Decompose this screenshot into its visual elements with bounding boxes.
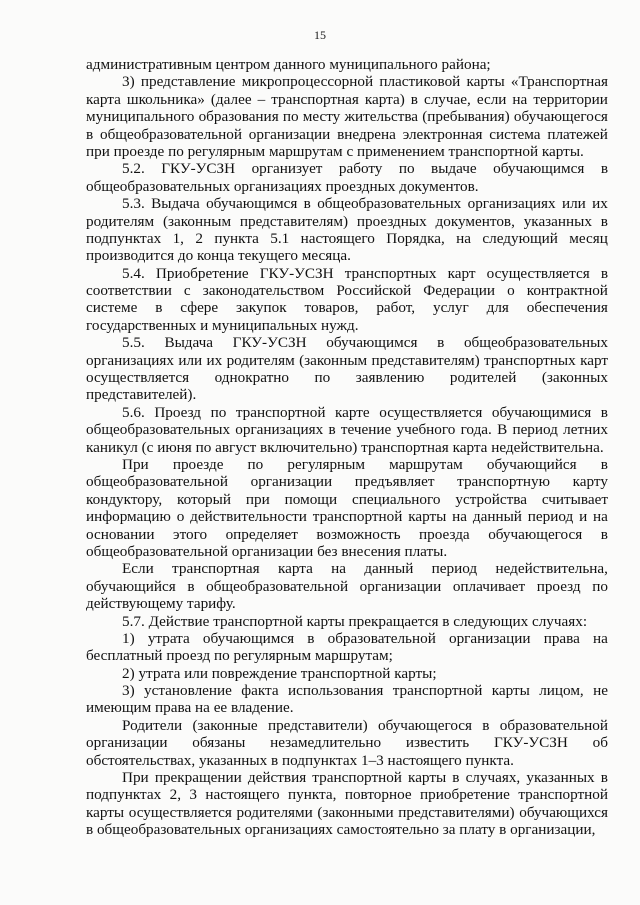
word: ГКУ-УСЗН xyxy=(161,160,236,178)
word: при xyxy=(245,490,270,508)
text-line xyxy=(86,334,608,351)
word: настоящего xyxy=(205,786,280,804)
word: товаров, xyxy=(304,299,359,317)
word: представителями) xyxy=(398,803,515,821)
word: использования xyxy=(287,682,384,700)
word: карты xyxy=(408,769,447,787)
word: 5.2. xyxy=(122,160,145,178)
text-line xyxy=(86,456,608,473)
text-line xyxy=(86,578,608,595)
word: общеобразовательных xyxy=(463,334,608,352)
word: транспортную xyxy=(457,473,550,491)
word: контрактной xyxy=(526,282,608,300)
word: в xyxy=(600,525,608,543)
word: 3 xyxy=(189,786,197,804)
word: закупок xyxy=(236,299,287,317)
text-line xyxy=(86,108,608,125)
word: на xyxy=(593,629,608,647)
word: определяет xyxy=(225,525,298,543)
word: проезде xyxy=(172,455,224,473)
word: микропроцессорной xyxy=(241,73,374,91)
word: в xyxy=(303,195,311,213)
paragraph xyxy=(86,404,608,456)
word: в xyxy=(155,299,163,317)
word: карта) xyxy=(364,90,405,108)
word: организации xyxy=(250,473,333,491)
text-line: имеющим права на ее владение. xyxy=(86,699,294,717)
word: предъявляет xyxy=(354,473,435,491)
word: обучающимся xyxy=(493,160,585,178)
word: период xyxy=(512,421,558,439)
word: муниципального xyxy=(86,108,195,126)
text-line: 2) утрата или повреждение транспортной карты; xyxy=(122,664,437,682)
word: 5.5. xyxy=(122,334,145,352)
word: на xyxy=(593,508,608,526)
word: 2, xyxy=(169,786,181,804)
word: кондуктору, xyxy=(86,490,163,508)
word: пластиковой xyxy=(379,73,461,91)
text-line: каникул (с июня по август включительно) транспортная карта недействительна. xyxy=(86,438,604,456)
word: образовательной xyxy=(499,716,608,734)
word: транспортной xyxy=(235,403,326,421)
word: в xyxy=(600,403,608,421)
paragraph xyxy=(86,334,608,404)
word: помощи xyxy=(284,490,338,508)
word: летних xyxy=(563,421,608,439)
word: о xyxy=(507,282,515,300)
word: образовательной xyxy=(327,629,436,647)
word: случае, xyxy=(423,90,471,108)
text-line xyxy=(86,734,608,751)
word: на xyxy=(331,560,346,578)
word: данный xyxy=(472,508,522,526)
word: в xyxy=(437,334,445,352)
word: на xyxy=(512,90,528,108)
word: который xyxy=(177,490,231,508)
paragraph xyxy=(86,73,608,160)
text-line: представителей). xyxy=(86,386,197,404)
word: в xyxy=(410,90,418,108)
word: (законными xyxy=(317,803,394,821)
word: транспортная xyxy=(271,90,359,108)
paragraph xyxy=(86,195,608,265)
word: регулярным xyxy=(287,455,365,473)
word: указанных xyxy=(523,212,592,230)
word: Федерации xyxy=(423,282,496,300)
word: 5.1 xyxy=(270,229,290,247)
word: законодательством xyxy=(202,282,325,300)
word: общеобразовательной xyxy=(99,125,242,143)
text-line xyxy=(86,160,608,177)
word: карт xyxy=(580,351,608,369)
word: обязаны xyxy=(192,734,246,752)
word: организации xyxy=(248,125,331,143)
word: организации xyxy=(448,629,531,647)
word: Выдача xyxy=(151,195,200,213)
word: сфере xyxy=(180,299,219,317)
word: карт xyxy=(447,264,476,282)
word: обучающийся xyxy=(86,577,176,595)
word: Порядка, xyxy=(386,229,445,247)
word: документов, xyxy=(435,212,515,230)
word: ГКУ-УСЗН xyxy=(232,334,307,352)
word: в xyxy=(307,629,315,647)
word: основании xyxy=(86,525,155,543)
text-line xyxy=(86,717,608,734)
word: обучающимися xyxy=(491,403,592,421)
word: не xyxy=(593,682,608,700)
paragraph xyxy=(86,160,608,195)
word: общеобразовательной xyxy=(86,473,228,491)
word: возможность xyxy=(316,525,401,543)
word: о xyxy=(176,508,185,526)
word: период xyxy=(431,560,478,578)
word: лицом, xyxy=(539,682,584,700)
word: 3) xyxy=(122,73,135,91)
word: обучающегося xyxy=(377,716,473,734)
paragraph xyxy=(86,630,608,665)
text-line xyxy=(86,508,608,525)
text-line: в общеобразовательных организациях самостоятельно за плату в организации, xyxy=(86,821,596,839)
text-line xyxy=(86,526,608,543)
word: 1) xyxy=(122,629,135,647)
word: Выдача xyxy=(164,334,214,352)
word: в xyxy=(600,160,608,178)
text-line: бесплатный проезд по регулярным маршрутам; xyxy=(86,647,393,665)
word: для xyxy=(486,299,509,317)
word: пункта, xyxy=(288,786,337,804)
word: настоящего xyxy=(300,229,375,247)
word: данный xyxy=(364,560,414,578)
word: транспортной xyxy=(312,508,403,526)
word: соответствии xyxy=(86,282,172,300)
word: права xyxy=(543,629,580,647)
text-line: действующему тарифу. xyxy=(86,595,236,613)
word: по xyxy=(592,577,608,595)
word: (законные xyxy=(192,716,258,734)
word: однократно xyxy=(214,369,289,387)
word: школьника» xyxy=(126,90,205,108)
word: в xyxy=(600,769,608,787)
word: ГКУ-УСЗН xyxy=(259,264,334,282)
word: системе xyxy=(86,299,138,317)
word: осуществляется xyxy=(128,803,232,821)
word: осуществляется xyxy=(86,369,190,387)
word: Если xyxy=(122,560,154,578)
word: родителям xyxy=(86,212,155,230)
text-line xyxy=(86,421,608,438)
word: осуществляется xyxy=(486,264,590,282)
word: оплачивает xyxy=(452,577,526,595)
paragraph xyxy=(86,682,608,717)
word: 5.4. xyxy=(122,264,145,282)
word: подпунктах xyxy=(86,786,162,804)
text-line xyxy=(86,126,608,143)
word: следующий xyxy=(482,229,558,247)
word: месту xyxy=(302,108,341,126)
paragraph xyxy=(86,613,608,630)
word: организациях xyxy=(86,351,174,369)
word: образования xyxy=(198,108,279,126)
word: этого xyxy=(173,525,208,543)
word: в xyxy=(187,577,195,595)
word: транспортной xyxy=(312,769,402,787)
word: «Транспортная xyxy=(510,73,608,91)
word: или xyxy=(178,351,203,369)
paragraph xyxy=(86,665,608,682)
word: в xyxy=(600,455,608,473)
word: 3) xyxy=(122,682,135,700)
word: организации xyxy=(359,577,442,595)
word: транспортных xyxy=(484,351,576,369)
word: их xyxy=(592,195,608,213)
word: в xyxy=(600,212,608,230)
word: организациях xyxy=(235,421,324,439)
word: электронная xyxy=(402,125,483,143)
word: ГКУ-УСЗН xyxy=(493,734,568,752)
word: организациях xyxy=(467,195,556,213)
text-line xyxy=(86,369,608,386)
word: прекращении xyxy=(154,769,242,787)
word: карты xyxy=(466,73,505,91)
text-line xyxy=(86,560,608,577)
word: карты xyxy=(491,682,530,700)
word: случаях, xyxy=(465,769,521,787)
word: по xyxy=(210,403,227,421)
word: проезд xyxy=(536,577,581,595)
text-line xyxy=(86,282,608,299)
text-line xyxy=(86,404,608,421)
text-line xyxy=(86,230,608,247)
word: проездных xyxy=(356,212,427,230)
word: недействительна, xyxy=(495,560,608,578)
word: года. xyxy=(460,421,492,439)
word: в xyxy=(600,264,608,282)
text-line xyxy=(86,682,608,699)
text-line: при проезде по регулярным маршрутам с применением транспортной карты. xyxy=(86,142,584,160)
word: система xyxy=(489,125,541,143)
text-line: 5.7. Действие транспортной карты прекращается в следующих случаях: xyxy=(122,612,588,630)
word: 1, xyxy=(172,229,184,247)
document-body xyxy=(86,56,608,839)
word: по xyxy=(398,160,415,178)
word: осуществляется xyxy=(379,403,483,421)
word: Проезд xyxy=(154,403,202,421)
word: в xyxy=(482,716,490,734)
word: пункта xyxy=(214,229,259,247)
word: информацию xyxy=(86,508,171,526)
word: или xyxy=(561,195,586,213)
word: 2 xyxy=(195,229,203,247)
word: обучающийся xyxy=(486,455,577,473)
word: работ, xyxy=(376,299,416,317)
word: если xyxy=(476,90,507,108)
word: известить xyxy=(405,734,470,752)
word: организует xyxy=(251,160,323,178)
word: подпунктах xyxy=(86,229,162,247)
text-line xyxy=(86,299,608,316)
word: факта xyxy=(241,682,279,700)
text-line xyxy=(86,91,608,108)
word: родителей xyxy=(449,369,517,387)
text-line xyxy=(86,195,608,212)
word: по xyxy=(282,108,299,126)
word: представителям) xyxy=(371,351,480,369)
word: специального xyxy=(352,490,441,508)
word: повторное xyxy=(344,786,412,804)
text-line: обстоятельствах, указанных в подпунктах 1–3 настоящего пункта. xyxy=(86,751,514,769)
word: учебного xyxy=(396,421,456,439)
word: обучающимся xyxy=(206,195,298,213)
word: (законным xyxy=(162,212,232,230)
word: указанных xyxy=(526,769,595,787)
paragraph xyxy=(86,56,608,73)
word: родителями xyxy=(236,803,313,821)
word: карта xyxy=(86,90,121,108)
paragraph xyxy=(86,560,608,612)
text-line xyxy=(86,786,608,803)
word: карте xyxy=(335,403,370,421)
word: действия xyxy=(247,769,307,787)
word: территории xyxy=(533,90,608,108)
text-line: производится до конца текущего месяца. xyxy=(86,247,351,265)
word: В xyxy=(497,421,508,439)
text-line xyxy=(86,265,608,282)
word: по xyxy=(247,455,264,473)
paragraph xyxy=(86,769,608,839)
word: месяц xyxy=(569,229,608,247)
word: (законным xyxy=(299,351,368,369)
word: (далее xyxy=(210,90,252,108)
word: карты xyxy=(408,508,447,526)
word: работу xyxy=(338,160,383,178)
word: – xyxy=(257,90,266,108)
word: транспортной xyxy=(392,682,483,700)
word: (законных xyxy=(541,369,608,387)
word: действительности xyxy=(190,508,307,526)
text-line xyxy=(86,73,608,90)
word: их xyxy=(206,351,223,369)
word: заявлению xyxy=(355,369,425,387)
word: представителям) xyxy=(239,212,349,230)
word: считывает xyxy=(541,490,608,508)
word: представление xyxy=(140,73,236,91)
word: обеспечения xyxy=(526,299,608,317)
word: установление xyxy=(144,682,232,700)
word: обучающимся xyxy=(202,629,295,647)
word: незамедлительно xyxy=(270,734,382,752)
word: Российской xyxy=(336,282,412,300)
word: течение xyxy=(340,421,392,439)
word: общеобразовательной xyxy=(206,577,349,595)
paragraph xyxy=(86,265,608,335)
word: обучающегося xyxy=(488,525,583,543)
word: (пребывания) xyxy=(422,108,510,126)
page-number: 15 xyxy=(314,28,326,42)
word: утрата xyxy=(147,629,190,647)
word: Приобретение xyxy=(155,264,249,282)
word: карта xyxy=(277,560,313,578)
word: обучающихся xyxy=(519,803,608,821)
word: родителям xyxy=(226,351,295,369)
word: транспортной xyxy=(518,786,608,804)
word: Родители xyxy=(122,716,183,734)
text-line xyxy=(86,491,608,508)
word: жительства xyxy=(344,108,419,126)
text-line: административным центром данного муниципального района; xyxy=(86,56,491,73)
text-line xyxy=(86,352,608,369)
word: выдаче xyxy=(431,160,477,178)
word: и xyxy=(579,508,588,526)
text-line: общеобразовательной организации без внесения платы. xyxy=(86,542,448,560)
word: 5.3. xyxy=(122,195,145,213)
word: платежей xyxy=(547,125,608,143)
word: организации xyxy=(86,734,168,752)
text-line xyxy=(86,769,608,786)
word: с xyxy=(183,282,191,300)
word: общеобразовательных xyxy=(86,421,231,439)
word: транспортных xyxy=(344,264,437,282)
word: обучающимся xyxy=(326,334,418,352)
text-line: общеобразовательных организациях проездных документов. xyxy=(86,177,479,195)
word: При xyxy=(122,455,149,473)
paragraph xyxy=(86,456,608,560)
text-line: государственных и муниципальных нужд. xyxy=(86,316,359,334)
text-line xyxy=(86,630,608,647)
word: на xyxy=(452,508,468,526)
word: об xyxy=(592,734,608,752)
word: маршрутам xyxy=(389,455,463,473)
word: проезда xyxy=(419,525,470,543)
word: общеобразовательных xyxy=(317,195,462,213)
word: приобретение xyxy=(420,786,510,804)
word: При xyxy=(122,769,149,787)
word: представители) xyxy=(267,716,368,734)
word: на xyxy=(456,229,472,247)
word: в xyxy=(328,421,336,439)
word: услуг xyxy=(432,299,469,317)
word: в xyxy=(86,125,94,143)
word: карту xyxy=(572,473,608,491)
word: период xyxy=(527,508,574,526)
text-line xyxy=(86,213,608,230)
word: в xyxy=(452,769,460,787)
word: 5.6. xyxy=(122,403,145,421)
text-line xyxy=(86,804,608,821)
word: устройства xyxy=(455,490,527,508)
word: по xyxy=(314,369,331,387)
word: карты xyxy=(86,803,125,821)
word: транспортная xyxy=(172,560,260,578)
text-line xyxy=(86,473,608,490)
word: внедрена xyxy=(337,125,396,143)
paragraph xyxy=(86,717,608,769)
word: обучающегося xyxy=(513,108,608,126)
